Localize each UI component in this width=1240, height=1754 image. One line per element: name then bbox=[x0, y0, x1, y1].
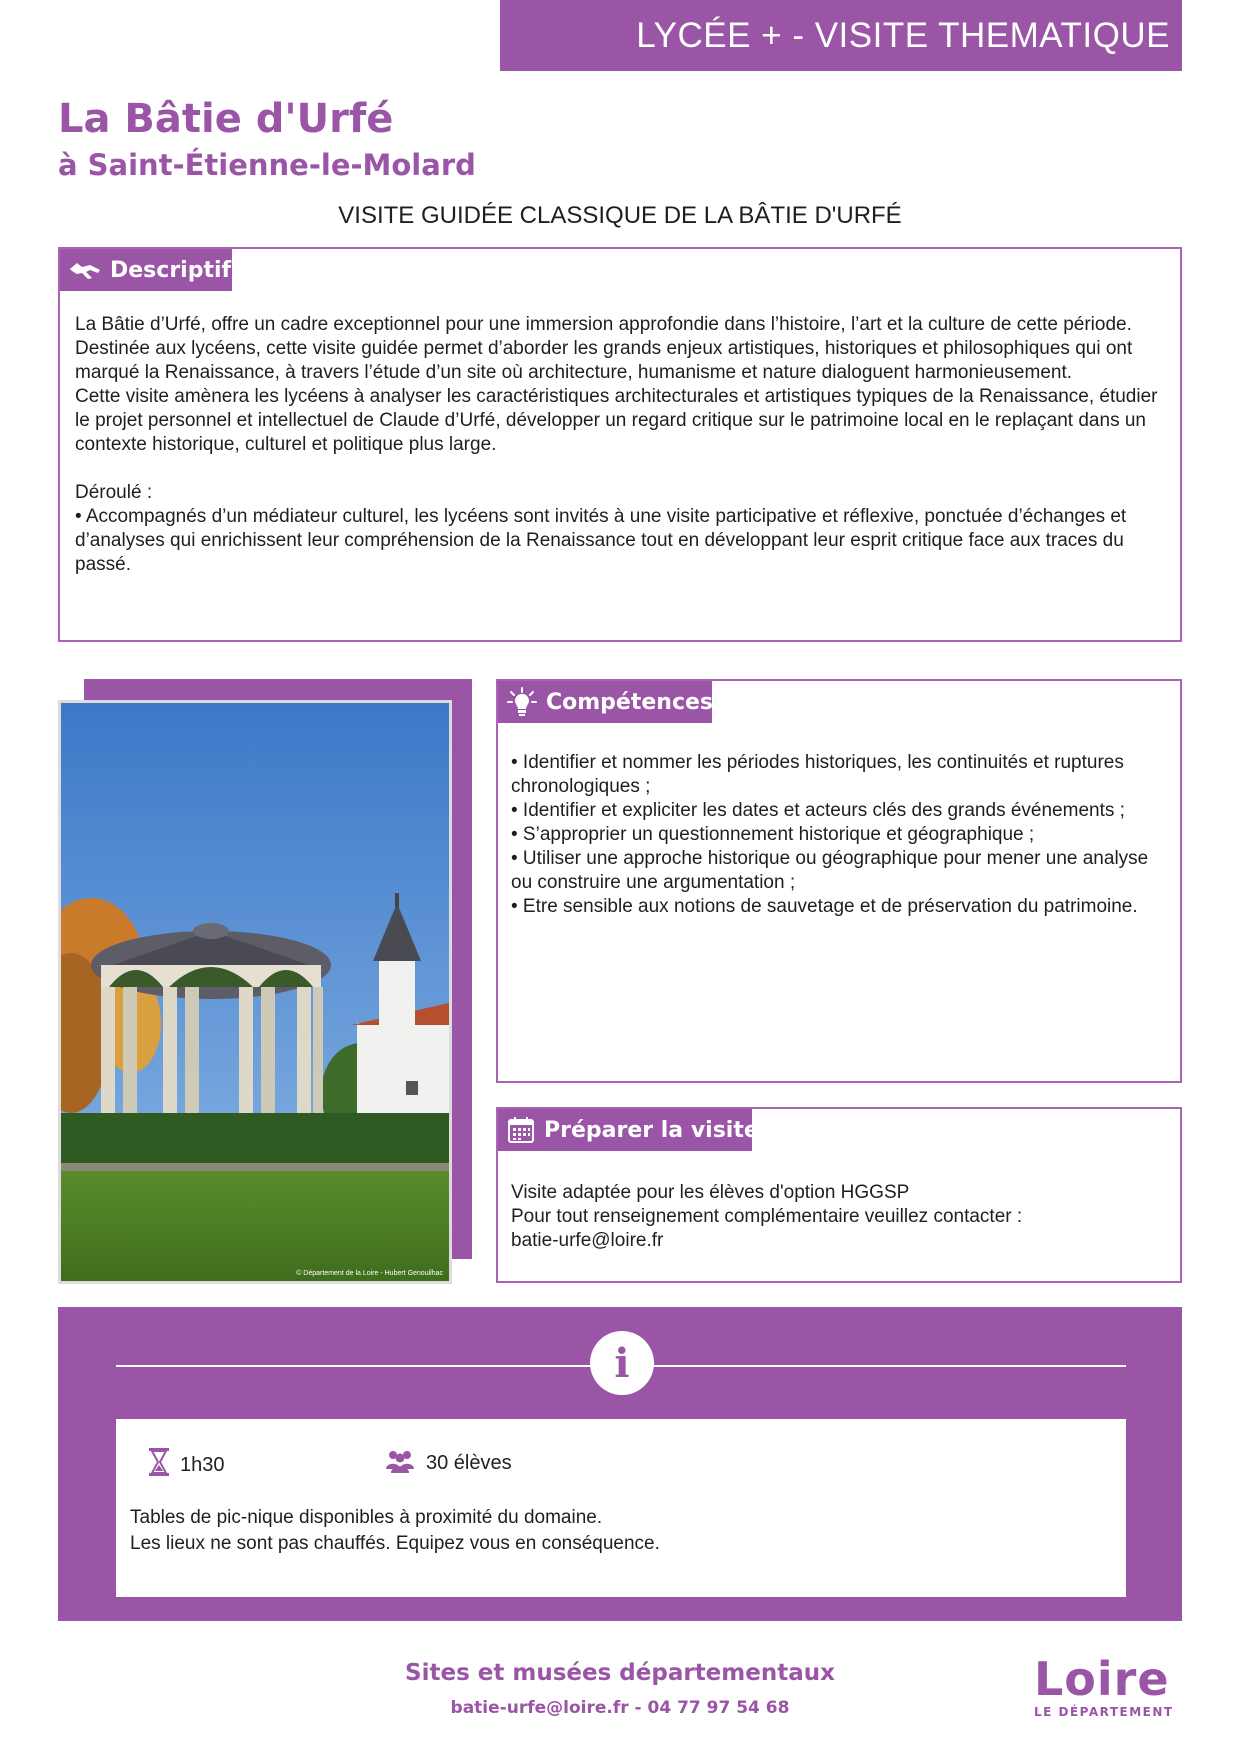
page-title: La Bâtie d'Urfé bbox=[58, 96, 394, 142]
footer-contact[interactable]: batie-urfe@loire.fr - 04 77 97 54 68 bbox=[450, 1698, 790, 1718]
hourglass-icon bbox=[148, 1447, 170, 1483]
brand-sub: LE DÉPARTEMENT bbox=[1034, 1705, 1174, 1719]
list-item: • Etre sensible aux notions de sauvetage et de préservation du patrimoine. bbox=[511, 896, 1138, 917]
calendar-icon bbox=[506, 1115, 536, 1145]
list-item: • Utiliser une approche historique ou géographique pour mener une analyse ou construire une argumentation ; bbox=[511, 848, 1149, 893]
preparer-tab bbox=[498, 1109, 759, 1151]
preparer-text bbox=[511, 1181, 1171, 1253]
lightbulb-icon bbox=[506, 686, 538, 718]
descriptif-tab bbox=[60, 249, 232, 291]
descriptif-box bbox=[58, 247, 1182, 642]
brand-word: Loire bbox=[1034, 1652, 1170, 1706]
competences-list bbox=[511, 751, 1151, 919]
preparer-tab-label: Préparer la visite bbox=[544, 1117, 759, 1143]
info-notes: Tables de pic-nique disponibles à proximité du domaine. Les lieux ne sont pas chauffés. Equipez vous en conséquence. bbox=[130, 1507, 660, 1554]
duration bbox=[148, 1447, 225, 1483]
preparer-box bbox=[496, 1107, 1182, 1283]
group-size-value: 30 élèves bbox=[426, 1451, 512, 1474]
descriptif-paragraph: Déroulé : • Accompagnés d’un médiateur culturel, les lycéens sont invités à une visite participative et réflexive, ponctuée d’échanges et d’analyses qui enrichissent leur compréhension de la Renaissance tout en développant leur esprit critique face aux traces du passé. bbox=[75, 482, 1127, 575]
descriptif-text bbox=[75, 313, 1169, 577]
guide-icon bbox=[68, 259, 102, 281]
preparer-line: Visite adaptée pour les élèves d'option HGGSP bbox=[511, 1182, 910, 1203]
info-panel bbox=[116, 1419, 1126, 1597]
site-photo bbox=[58, 700, 452, 1284]
list-item: • Identifier et nommer les périodes historiques, les continuités et ruptures chronologiques ; bbox=[511, 752, 1124, 797]
footer-org: Sites et musées départementaux bbox=[405, 1660, 835, 1686]
group-icon bbox=[384, 1447, 416, 1479]
info-band bbox=[58, 1307, 1182, 1621]
loire-logo bbox=[1034, 1652, 1184, 1719]
list-item: • S’approprier un questionnement historique et géographique ; bbox=[511, 824, 1035, 845]
photo-credit: © Département de la Loire - Hubert Genouilhac bbox=[296, 1270, 443, 1277]
list-item: • Identifier et expliciter les dates et acteurs clés des grands événements ; bbox=[511, 800, 1125, 821]
descriptif-tab-label: Descriptif bbox=[110, 257, 232, 283]
descriptif-paragraph: La Bâtie d’Urfé, offre un cadre exceptionnel pour une immersion approfondie dans l’histoire, l’art et la culture de cette période. Destinée aux lycéens, cette visite guidée permet d’aborder les grands enjeux artistiques, historiques et philosophiques qui ont marqué la Renaissance, à travers l’étude d’un site où architecture, humanisme et nature dialoguent harmonieusement. bbox=[75, 314, 1133, 383]
rotunda-illustration bbox=[61, 703, 449, 1281]
visit-heading: VISITE GUIDÉE CLASSIQUE DE LA BÂTIE D'URFÉ bbox=[338, 202, 902, 229]
competences-box bbox=[496, 679, 1182, 1083]
header-banner bbox=[500, 0, 1182, 71]
header-banner-text: LYCÉE + - VISITE THEMATIQUE bbox=[636, 15, 1170, 55]
contact-email[interactable]: batie-urfe@loire.fr bbox=[511, 1230, 664, 1251]
competences-tab-label: Compétences bbox=[546, 689, 714, 715]
duration-value: 1h30 bbox=[180, 1453, 225, 1476]
info-icon-letter: i bbox=[614, 1339, 630, 1387]
descriptif-paragraph: Cette visite amènera les lycéens à analyser les caractéristiques architecturales et artistiques typiques de la Renaissance, étudier le projet personnel et intellectuel de Claude d’Urfé, développer un regard critique sur le patrimoine local en le replaçant dans un contexte historique, culturel et politique plus large. bbox=[75, 386, 1158, 455]
page-subtitle: à Saint-Étienne-le-Molard bbox=[58, 148, 476, 182]
competences-tab bbox=[498, 681, 712, 723]
info-icon bbox=[590, 1331, 654, 1395]
preparer-line: Pour tout renseignement complémentaire veuillez contacter : bbox=[511, 1206, 1023, 1227]
group-size bbox=[384, 1447, 512, 1479]
